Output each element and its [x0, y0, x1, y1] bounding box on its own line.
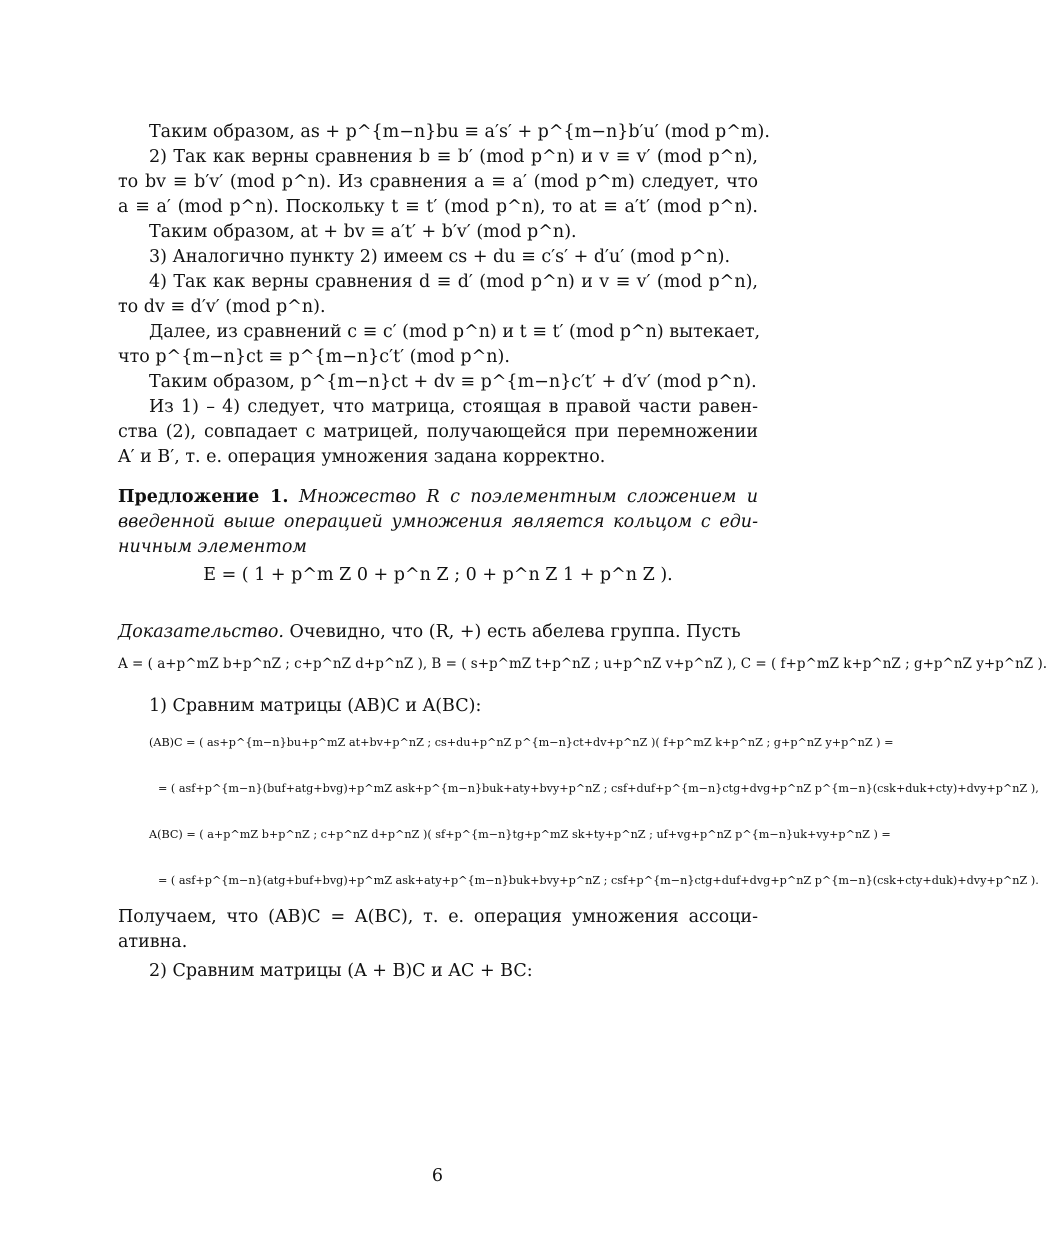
equation-ab-c-result: = ( asf+p^{m−n}(buf+atg+bvg)+p^mZ ask+p^{m−n}buk+aty+bvy+p^nZ ; csf+duf+p^{m−n}ctg+dvg+p^nZ p^{m−n}(csk+duk+cty)+dvy+p^nZ ), [158, 782, 1039, 795]
proposition-line [118, 485, 758, 509]
proposition-label: Предложение 1. [118, 487, 289, 507]
page-number: 6 [431, 1166, 444, 1186]
text-line: то bv ≡ b′v′ (mod p^n). Из сравнения a ≡ a′ (mod p^m) следует, что [118, 172, 758, 192]
proposition-text: ничным элементом [118, 537, 307, 557]
equation-ab-c: (AB)C = ( as+p^{m−n}bu+p^mZ at+bv+p^nZ ; cs+du+p^nZ p^{m−n}ct+dv+p^nZ )( f+p^mZ k+p^nZ ; g+p^nZ y+p^nZ ) = [149, 736, 894, 749]
proof-line [118, 620, 758, 644]
proposition-text: Множество R с поэлементным сложением и [298, 487, 758, 507]
proof-text: Очевидно, что (R, +) есть абелева группа. Пусть [289, 622, 741, 642]
text-line: 2) Так как верны сравнения b ≡ b′ (mod p^n) и v ≡ v′ (mod p^n), [149, 147, 758, 167]
equation-a-bc-result: = ( asf+p^{m−n}(atg+buf+bvg)+p^mZ ask+aty+p^{m−n}buk+bvy+p^nZ ; csf+p^{m−n}ctg+duf+dvg+p^nZ p^{m−n}(csk+cty+duk)+dvy+p^nZ ). [158, 874, 1039, 887]
proof-label: Доказательство. [118, 622, 284, 642]
text-line: a ≡ a′ (mod p^n). Поскольку t ≡ t′ (mod p^n), то at ≡ a′t′ (mod p^n). [118, 197, 758, 217]
text-line: A′ и B′, т. е. операция умножения задана корректно. [118, 447, 606, 467]
text-line: ства (2), совпадает с матрицей, получающейся при перемножении [118, 422, 758, 442]
text-line: Из 1) – 4) следует, что матрица, стоящая в правой части равен- [149, 397, 758, 417]
step1-line: 1) Сравним матрицы (AB)C и A(BC): [149, 696, 482, 716]
text-line: Далее, из сравнений c ≡ c′ (mod p^n) и t ≡ t′ (mod p^n) вытекает, [149, 322, 761, 342]
text-line: что p^{m−n}ct ≡ p^{m−n}c′t′ (mod p^n). [118, 347, 510, 367]
matrices-definition: A = ( a+p^mZ b+p^nZ ; c+p^nZ d+p^nZ ), B = ( s+p^mZ t+p^nZ ; u+p^nZ v+p^nZ ), C = ( f+p^mZ k+p^nZ ; g+p^nZ y+p^nZ ). [118, 656, 1047, 672]
step2-line: 2) Сравним матрицы (A + B)C и AC + BC: [149, 961, 533, 981]
identity-formula: E = ( 1 + p^m Z 0 + p^n Z ; 0 + p^n Z 1 + p^n Z ). [203, 565, 673, 585]
text-line: Таким образом, as + p^{m−n}bu ≡ a′s′ + p^{m−n}b′u′ (mod p^m). [149, 122, 770, 142]
proposition-text: введенной выше операцией умножения является кольцом с еди- [118, 512, 758, 532]
conclusion-line: Получаем, что (AB)C = A(BC), т. е. операция умножения ассоци- [118, 907, 758, 927]
text-line: 4) Так как верны сравнения d ≡ d′ (mod p^n) и v ≡ v′ (mod p^n), [149, 272, 758, 292]
equation-a-bc: A(BC) = ( a+p^mZ b+p^nZ ; c+p^nZ d+p^nZ )( sf+p^{m−n}tg+p^mZ sk+ty+p^nZ ; uf+vg+p^nZ p^{m−n}uk+vy+p^nZ ) = [149, 828, 891, 841]
text-line: Таким образом, at + bv ≡ a′t′ + b′v′ (mod p^n). [149, 222, 577, 242]
text-line: то dv ≡ d′v′ (mod p^n). [118, 297, 326, 317]
text-line: Таким образом, p^{m−n}ct + dv ≡ p^{m−n}c′t′ + d′v′ (mod p^n). [149, 372, 757, 392]
text-line: 3) Аналогично пункту 2) имеем cs + du ≡ c′s′ + d′u′ (mod p^n). [149, 247, 731, 267]
conclusion-line: ативна. [118, 932, 188, 952]
